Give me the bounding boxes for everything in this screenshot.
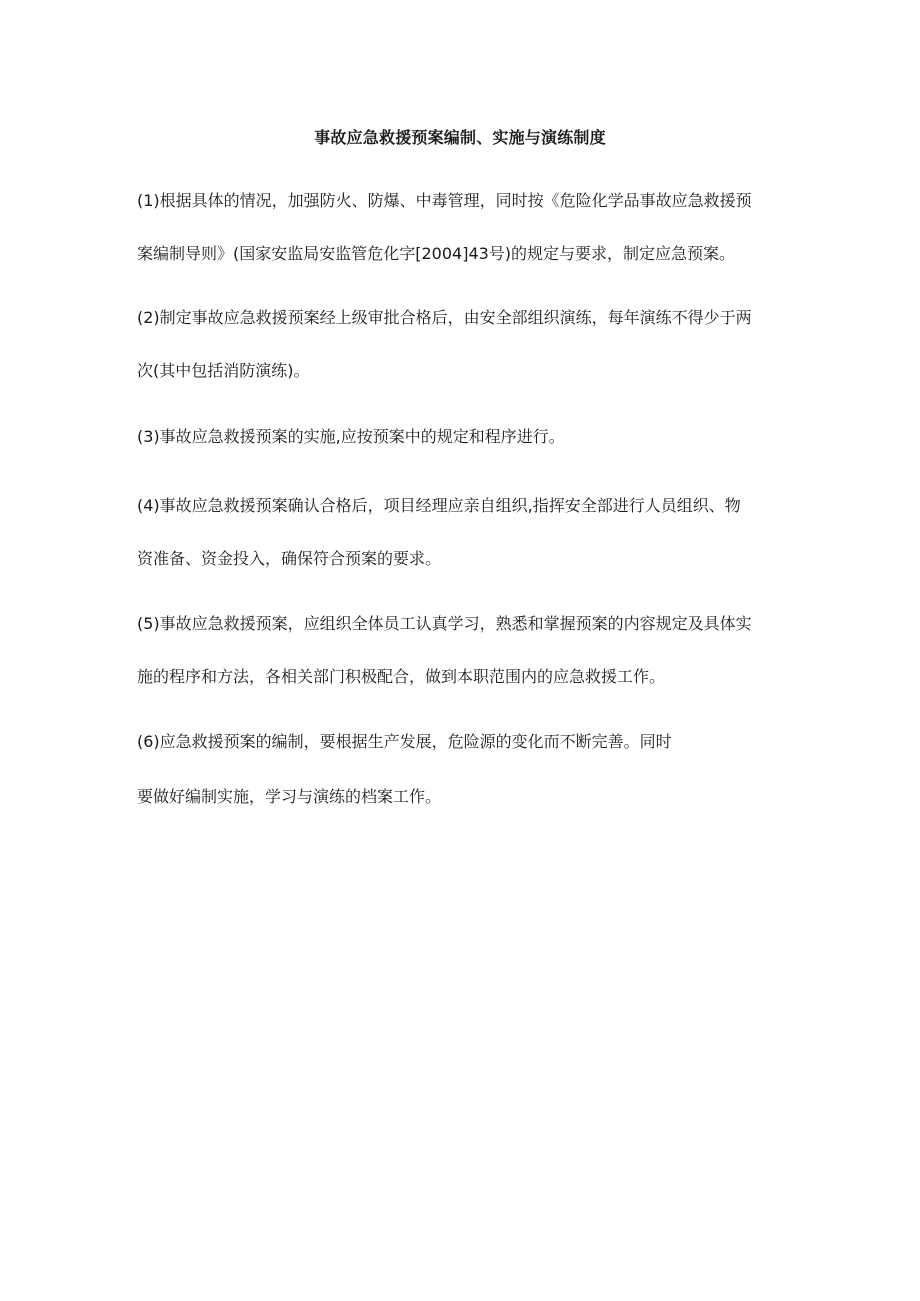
paragraph-5-line-2: 施的程序和方法，各相关部门积极配合，做到本职范围内的应急救援工作。: [137, 667, 666, 686]
paragraph-4-line-2: 资准备、资金投入，确保符合预案的要求。: [137, 549, 442, 568]
paragraph-5-line-1: (5)事故应急救援预案，应组织全体员工认真学习，熟悉和掌握预案的内容规定及具体实: [137, 614, 752, 633]
document-title: 事故应急救援预案编制、实施与演练制度: [314, 128, 606, 147]
paragraph-2-line-1: (2)制定事故应急救援预案经上级审批合格后，由安全部组织演练，每年演练不得少于两: [137, 308, 752, 327]
paragraph-1-line-2: 案编制导则》(国家安监局安监管危化字[2004]43号)的规定与要求，制定应急预案。: [137, 244, 736, 263]
paragraph-4-line-1: (4)事故应急救援预案确认合格后，项目经理应亲自组织,指挥安全部进行人员组织、物: [137, 496, 741, 515]
paragraph-1-line-1: (1)根据具体的情况，加强防火、防爆、中毒管理，同时按《危险化学品事故应急救援预: [137, 191, 752, 210]
paragraph-2-line-2: 次(其中包括消防演练)。: [137, 361, 310, 380]
paragraph-6-line-1: (6)应急救援预案的编制，要根据生产发展，危险源的变化而不断完善。同时: [137, 732, 672, 751]
paragraph-3-line-1: (3)事故应急救援预案的实施,应按预案中的规定和程序进行。: [137, 427, 565, 446]
paragraph-6-line-2: 要做好编制实施，学习与演练的档案工作。: [137, 787, 442, 806]
